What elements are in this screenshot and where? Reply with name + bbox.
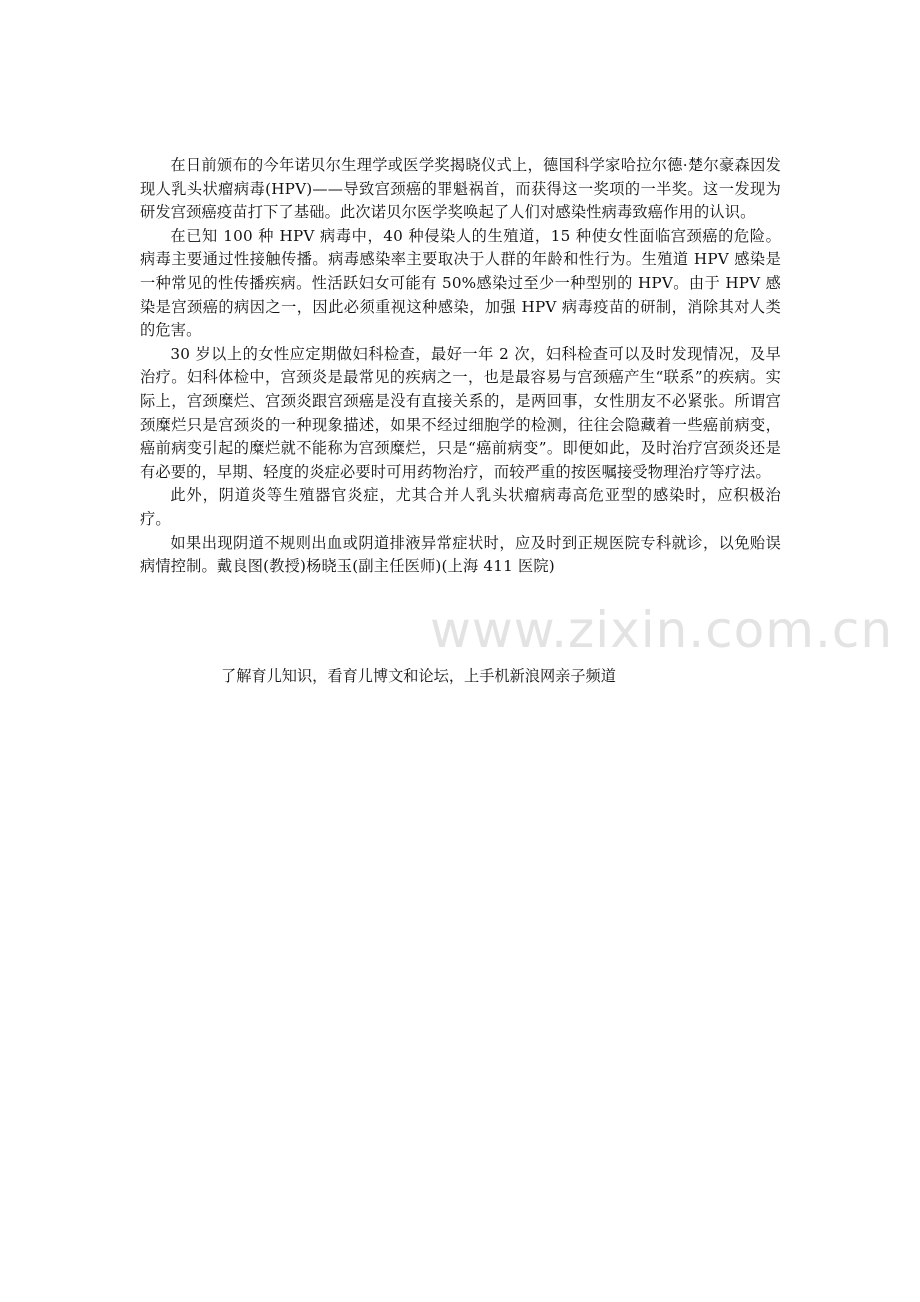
paragraph-vaginitis: 此外，阴道炎等生殖器官炎症，尤其合并人乳头状瘤病毒高危亚型的感染时，应积极治疗。	[140, 486, 781, 528]
paragraph-gynecological-exam: 30 岁以上的女性应定期做妇科检查，最好一年 2 次，妇科检查可以及时发现情况，及早治疗。妇科体检中，宫颈炎是最常见的疾病之一，也是最容易与宫颈癌产生“联系”的疾病。实际上，宫颈糜烂、宫颈炎跟宫颈癌是没有直接关系的，是两回事，女性朋友不必紧张。所谓宫颈糜烂只是宫颈炎的一种现象描述，如果不经过细胞学的检测，往往会隐藏着一些癌前病变，癌前病变引起的糜烂就不能称为宫颈糜烂，只是“癌前病变”。即便如此，及时治疗宫颈炎还是有必要的，早期、轻度的炎症必要时可用药物治疗，而较严重的按医嘱接受物理治疗等疗法。	[140, 344, 781, 481]
watermark: www.zixin.com.cn	[430, 601, 894, 659]
paragraph-nobel-prize: 在日前颁布的今年诺贝尔生理学或医学奖揭晓仪式上，德国科学家哈拉尔德·楚尔豪森因发现人乳头状瘤病毒(HPV)——导致宫颈癌的罪魁祸首，而获得这一奖项的一半奖。这一发现为研发宫颈癌疫苗打下了基础。此次诺贝尔医学奖唤起了人们对感染性病毒致癌作用的认识。	[140, 156, 781, 222]
article-body	[140, 154, 781, 579]
footer-promo-text: 了解育儿知识，看育儿博文和论坛，上手机新浪网亲子频道	[221, 667, 616, 685]
paragraph-advice-authors: 如果出现阴道不规则出血或阴道排液异常症状时，应及时到正规医院专科就诊，以免贻误病情控制。戴良图(教授)杨晓玉(副主任医师)(上海 411 医院)	[140, 533, 781, 576]
paragraph-hpv-infection: 在已知 100 种 HPV 病毒中，40 种侵染人的生殖道，15 种使女性面临宫颈癌的危险。病毒主要通过性接触传播。病毒感染率主要取决于人群的年龄和性行为。生殖道 HPV 感染是一种常见的性传播疾病。性活跃妇女可能有 50%感染过至少一种型别的 HPV。由于 HPV 感染是宫颈癌的病因之一，因此必须重视这种感染，加强 HPV 病毒疫苗的研制，消除其对人类的危害。	[140, 226, 781, 340]
